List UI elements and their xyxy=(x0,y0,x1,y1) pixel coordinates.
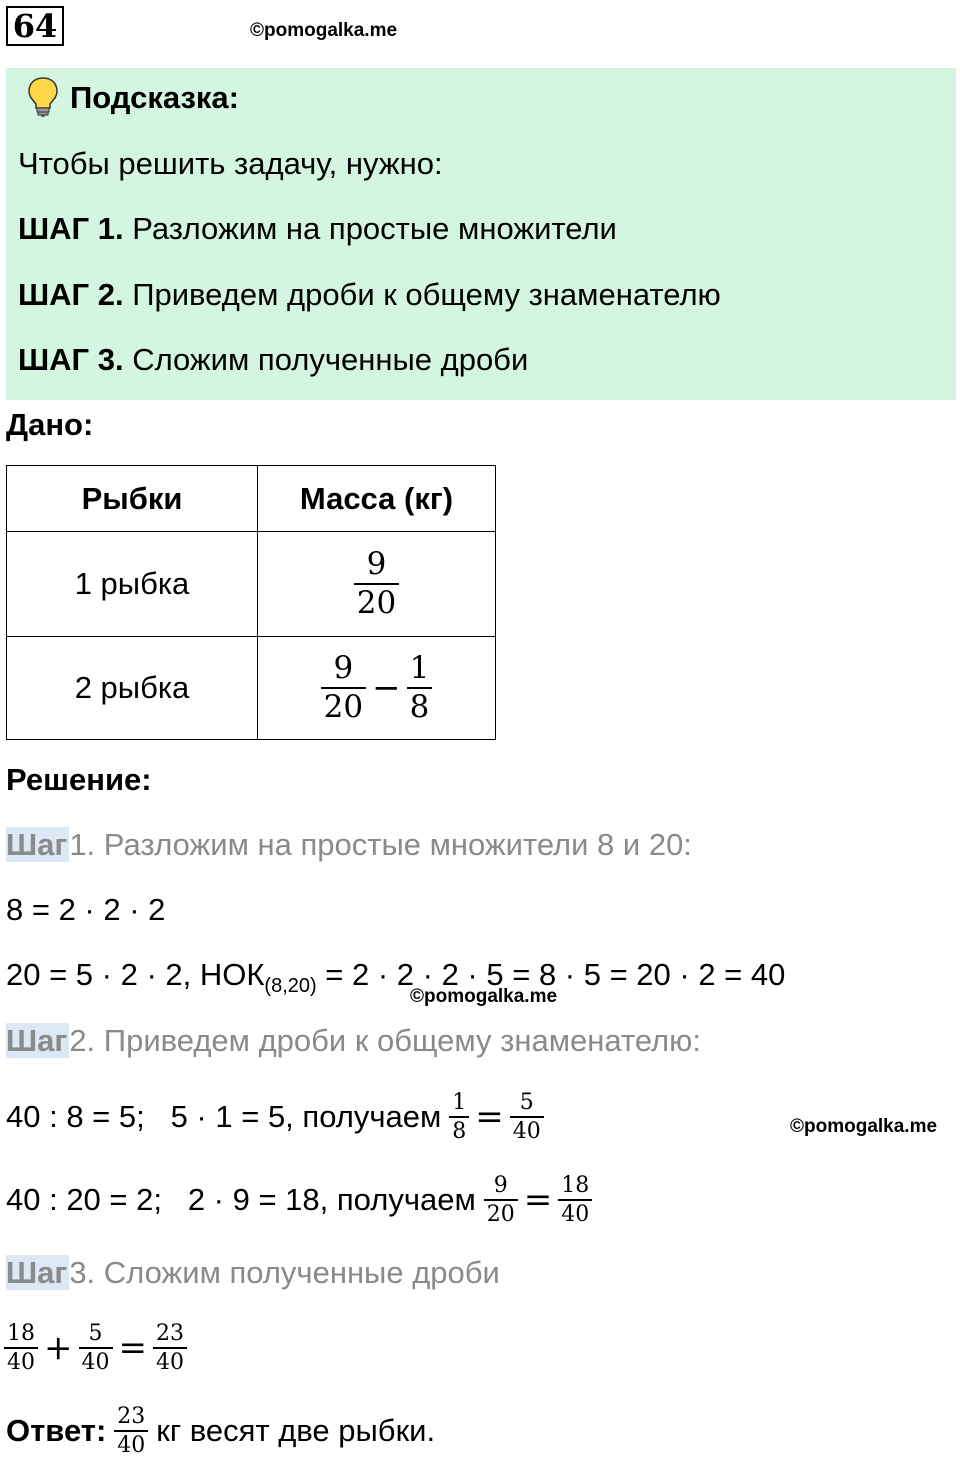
answer-label: Ответ: xyxy=(6,1413,107,1448)
hint-title: Подсказка: xyxy=(70,80,239,115)
numerator: 18 xyxy=(7,1320,35,1346)
hint-step-1 xyxy=(18,209,617,249)
step-number: 3. xyxy=(69,1255,96,1290)
numerator: 1 xyxy=(452,1089,467,1115)
step-3-sum xyxy=(4,1313,187,1383)
numerator: 5 xyxy=(88,1320,103,1346)
solution-title: Решение: xyxy=(6,762,152,797)
fraction xyxy=(321,652,366,723)
step-1-heading xyxy=(6,825,692,865)
step-2-heading xyxy=(6,1021,701,1061)
table-row xyxy=(7,532,496,637)
table-header-cell: Рыбки xyxy=(7,466,258,532)
step-label: Шаг xyxy=(6,827,68,862)
denominator: 40 xyxy=(512,1119,541,1144)
fraction xyxy=(114,1405,148,1457)
given-table xyxy=(6,465,496,740)
hint-step-3 xyxy=(18,340,528,380)
fraction xyxy=(4,1322,38,1374)
step-text: Приведем дроби к общему знаменателю: xyxy=(103,1023,701,1058)
answer-line xyxy=(6,1396,435,1466)
denominator: 8 xyxy=(409,689,430,725)
equals-operator: = xyxy=(118,1328,147,1368)
step-label: Шаг xyxy=(6,1255,68,1290)
step-label: Шаг xyxy=(6,1023,68,1058)
watermark-top: ©pomogalka.me xyxy=(250,20,398,41)
numerator: 9 xyxy=(333,650,354,687)
denominator: 20 xyxy=(323,689,364,725)
watermark-right: ©pomogalka.me xyxy=(790,1116,938,1137)
numerator: 23 xyxy=(117,1403,146,1429)
numerator: 23 xyxy=(156,1320,184,1346)
problem-number: 64 xyxy=(6,6,64,46)
hint-step-label: ШАГ 2. xyxy=(18,277,124,312)
watermark-middle: ©pomogalka.me xyxy=(410,986,558,1007)
denominator: 40 xyxy=(117,1433,146,1458)
denominator: 20 xyxy=(486,1202,515,1227)
fraction xyxy=(407,652,433,723)
table-cell-name: 1 рыбка xyxy=(7,532,258,637)
table-header-cell: Масса (кг) xyxy=(258,466,496,532)
denominator: 40 xyxy=(561,1202,590,1227)
step-number: 1. xyxy=(69,827,96,862)
table-cell-name: 2 рыбка xyxy=(7,637,258,740)
denominator: 40 xyxy=(156,1350,184,1375)
lcm-result: = 2 · 2 · 2 · 5 = 8 · 5 = 20 · 2 = 40 xyxy=(316,957,786,992)
answer-text: кг весят две рыбки. xyxy=(156,1413,436,1448)
hint-step-text: Разложим на простые множители xyxy=(132,211,617,246)
step-1-line-2 xyxy=(6,955,785,1006)
denominator: 40 xyxy=(81,1350,110,1375)
hint-step-label: ШАГ 1. xyxy=(18,211,124,246)
step-2-line-1 xyxy=(6,1082,544,1152)
denominator: 40 xyxy=(7,1350,35,1375)
numerator: 1 xyxy=(409,650,430,687)
lightbulb-icon xyxy=(26,76,60,118)
fraction xyxy=(354,548,399,619)
fraction xyxy=(484,1174,518,1226)
denominator: 20 xyxy=(356,585,397,621)
table-row xyxy=(7,637,496,740)
lcm-text: 20 = 5 · 2 · 2, НОК xyxy=(6,957,265,992)
equals-operator: = xyxy=(475,1097,504,1137)
numerator: 9 xyxy=(366,546,387,583)
denominator: 8 xyxy=(452,1119,467,1144)
equals-operator: = xyxy=(523,1180,553,1220)
numerator: 18 xyxy=(561,1172,590,1198)
step-2-line-2 xyxy=(6,1165,592,1235)
numerator: 9 xyxy=(493,1172,508,1198)
step-text: Сложим полученные дроби xyxy=(103,1255,500,1290)
fraction xyxy=(510,1091,544,1143)
hint-step-label: ШАГ 3. xyxy=(18,342,124,377)
minus-operator: − xyxy=(372,668,401,708)
given-title: Дано: xyxy=(6,407,94,442)
step-1-line-1: 8 = 2 · 2 · 2 xyxy=(6,892,166,927)
step-2-calc: 40 : 20 = 2; 2 · 9 = 18, получаем xyxy=(6,1182,476,1217)
table-cell-mass xyxy=(258,532,496,637)
fraction xyxy=(558,1174,592,1226)
table-cell-mass xyxy=(258,637,496,740)
fraction xyxy=(153,1322,187,1374)
hint-intro: Чтобы решить задачу, нужно: xyxy=(18,146,443,181)
step-3-heading xyxy=(6,1253,500,1293)
hint-step-text: Сложим полученные дроби xyxy=(132,342,529,377)
hint-step-text: Приведем дроби к общему знаменателю xyxy=(132,277,721,312)
step-number: 2. xyxy=(69,1023,96,1058)
step-2-calc: 40 : 8 = 5; 5 · 1 = 5, получаем xyxy=(6,1099,442,1134)
numerator: 5 xyxy=(519,1089,534,1115)
step-text: Разложим на простые множители 8 и 20: xyxy=(103,827,692,862)
fraction xyxy=(449,1091,469,1143)
plus-operator: + xyxy=(44,1328,73,1368)
fraction xyxy=(79,1322,113,1374)
lcm-subscript: (8,20) xyxy=(264,975,317,998)
hint-step-2 xyxy=(18,275,721,315)
table-header-row xyxy=(7,466,496,532)
